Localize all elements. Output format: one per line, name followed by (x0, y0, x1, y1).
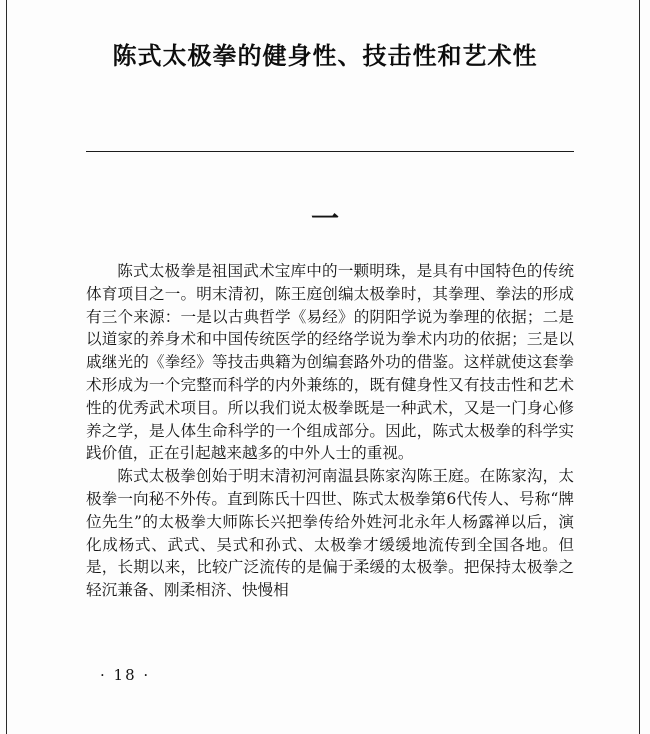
section-number: 一 (310, 202, 339, 235)
page-number: · 18 · (100, 666, 151, 684)
scan-border-right (639, 0, 640, 734)
title-divider (86, 151, 574, 152)
body-text (86, 260, 574, 602)
paragraph-2: 陈式太极拳创始于明末清初河南温县陈家沟陈王庭。在陈家沟，太极拳一向秘不外传。直到陈氏十四世、陈式太极拳第6代传人、号称“牌位先生”的太极拳大师陈长兴把拳传给外姓河北永年人杨露禅以后，演化成杨式、武式、吴式和孙式、太极拳才缓缓地流传到全国各地。但是，长期以来，比较广泛流传的是偏于柔缓的太极拳。把保持太极拳之轻沉兼备、刚柔相济、快慢相 (86, 467, 574, 600)
chapter-title: 陈式太极拳的健身性、技击性和艺术性 (112, 42, 538, 70)
scan-border-left (6, 0, 7, 734)
paragraph-1: 陈式太极拳是祖国武术宝库中的一颗明珠，是具有中国特色的传统体育项目之一。明末清初，陈王庭创编太极拳时，其拳理、拳法的形成有三个来源：一是以古典哲学《易经》的阴阳学说为拳理的依据；二是以道家的养身术和中国传统医学的经络学说为拳术内功的依据；三是以戚继光的《拳经》等技击典籍为创编套路外功的借鉴。这样就使这套拳术形成为一个完整而科学的内外兼练的，既有健身性又有技击性和艺术性的优秀武术项目。所以我们说太极拳既是一种武术，又是一门身心修养之学，是人体生命科学的一个组成部分。因此，陈式太极拳的科学实践价值，正在引起越来越多的中外人士的重视。 (86, 262, 574, 463)
